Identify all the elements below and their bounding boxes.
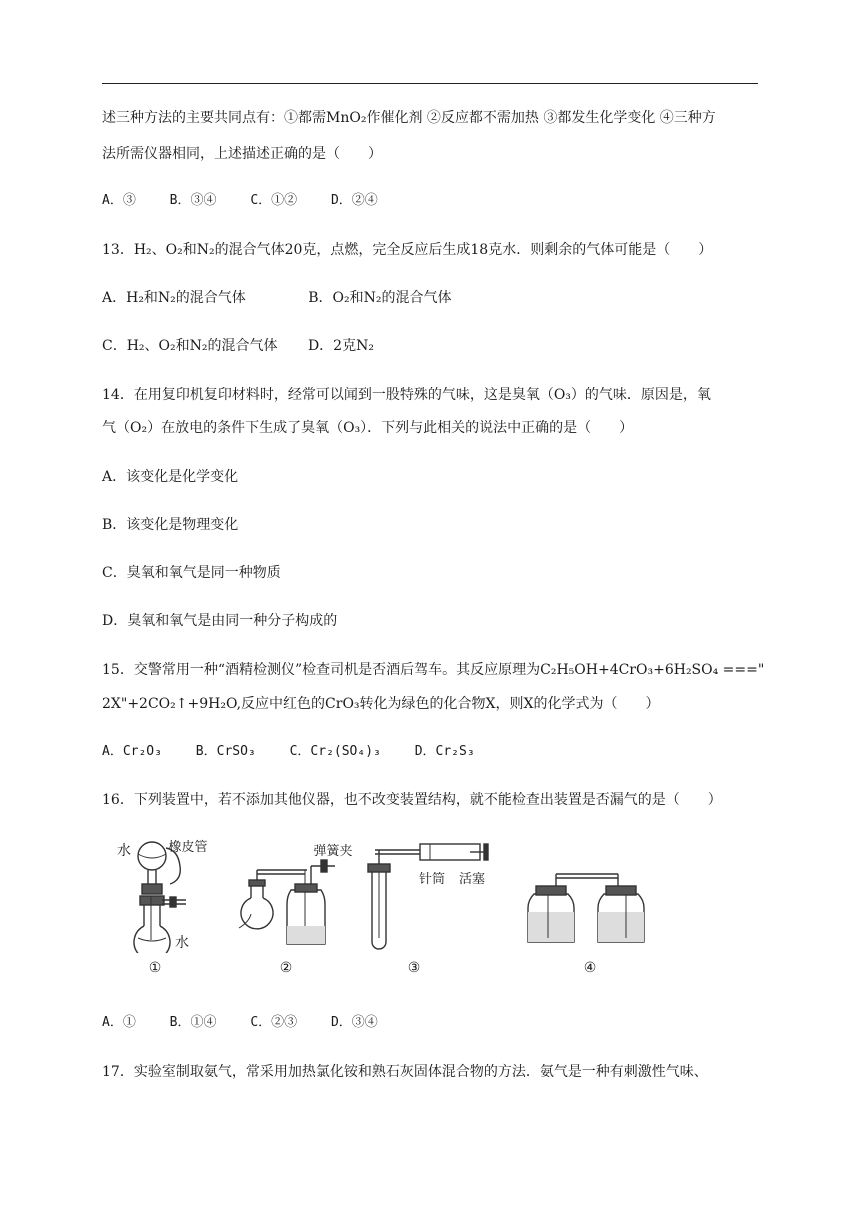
q14-option-b[interactable]: B．该变化是物理变化 [102, 517, 239, 533]
apparatus-figure-2 [225, 828, 353, 953]
q15-option-d[interactable]: D．Cr₂S₃ [414, 744, 475, 759]
figure-label-1: ① [148, 960, 162, 976]
apparatus-figure-3 [360, 828, 490, 953]
q15-line1: 15．交警常用一种“酒精检测仪”检查司机是否酒后驾车。其反应原理为C₂H₅OH+4CrO₃+6H₂SO₄ ===" [102, 662, 765, 678]
q13-option-c[interactable]: C．H₂、O₂和N₂的混合气体 [102, 338, 278, 354]
q16-options [102, 1013, 404, 1033]
q12-option-d[interactable]: D．②④ [330, 193, 378, 208]
figure1-water-label-bottom: 水 [175, 935, 189, 951]
figure2-spring-clip-label: 弹簧夹 [313, 844, 353, 859]
q14-option-d[interactable]: D．臭氧和氧气是由同一种分子构成的 [102, 613, 338, 629]
q17-line1: 17．实验室制取氨气，常采用加热氯化铵和熟石灰固体混合物的方法．氨气是一种有刺激性气味、 [102, 1064, 708, 1080]
q15-options [102, 742, 501, 762]
header-rule [102, 83, 758, 84]
q13-options-row2 [102, 336, 374, 356]
q16-stem: 16．下列装置中，若不添加其他仪器，也不改变装置结构，就不能检查出装置是否漏气的是（ ） [102, 792, 722, 808]
q14-option-c[interactable]: C．臭氧和氧气是同一种物质 [102, 565, 281, 581]
q16-option-b[interactable]: B．①④ [169, 1015, 217, 1030]
q14-line2: 气（O₂）在放电的条件下生成了臭氧（O₃）．下列与此相关的说法中正确的是（ ） [102, 420, 634, 436]
apparatus-figure-1 [100, 828, 210, 953]
figure-label-4: ④ [583, 960, 597, 976]
figure-label-2: ② [279, 960, 293, 976]
q12-line2: 法所需仪器相同，上述描述正确的是（ ） [102, 146, 382, 162]
q15-option-b[interactable]: B．CrSO₃ [195, 744, 256, 759]
q15-option-a[interactable]: A．Cr₂O₃ [102, 744, 162, 759]
q16-option-c[interactable]: C．②③ [250, 1015, 298, 1030]
q15-line2: 2X"+2CO₂↑+9H₂O,反应中红色的CrO₃转化为绿色的化合物X，则X的化学式为（ ） [102, 696, 660, 712]
apparatus-figure-4 [518, 828, 653, 953]
q16-option-a[interactable]: A．① [102, 1015, 136, 1030]
q16-option-d[interactable]: D．③④ [330, 1015, 378, 1030]
q12-option-a[interactable]: A．③ [102, 193, 136, 208]
figure3-syringe-label: 针筒 [418, 872, 445, 887]
q13-options-row1 [102, 288, 452, 308]
q15-option-c[interactable]: C．Cr₂(SO₄)₃ [289, 744, 381, 759]
figure3-plunger-label: 活塞 [458, 872, 485, 887]
q12-option-c[interactable]: C．①② [250, 193, 298, 208]
q14-line1: 14．在用复印机复印材料时，经常可以闻到一股特殊的气味，这是臭氧（O₃）的气味．原因是，氧 [102, 387, 711, 403]
figure1-water-label-top: 水 [117, 843, 131, 859]
figure1-rubber-tube-label: 橡皮管 [168, 840, 208, 855]
q13-option-a[interactable]: A．H₂和N₂的混合气体 [102, 290, 246, 306]
q14-option-a[interactable]: A．该变化是化学变化 [102, 469, 239, 485]
q12-options [102, 191, 404, 211]
q13-option-d[interactable]: D．2克N₂ [307, 338, 374, 354]
q12-option-b[interactable]: B．③④ [169, 193, 217, 208]
q13-stem: 13．H₂、O₂和N₂的混合气体20克，点燃，完全反应后生成18克水．则剩余的气体可能是（ ） [102, 242, 713, 258]
figure-label-3: ③ [407, 960, 421, 976]
q13-option-b[interactable]: B．O₂和N₂的混合气体 [308, 290, 452, 306]
q12-line1: 述三种方法的主要共同点有：①都需MnO₂作催化剂 ②反应都不需加热 ③都发生化学变化 ④三种方 [102, 110, 716, 126]
